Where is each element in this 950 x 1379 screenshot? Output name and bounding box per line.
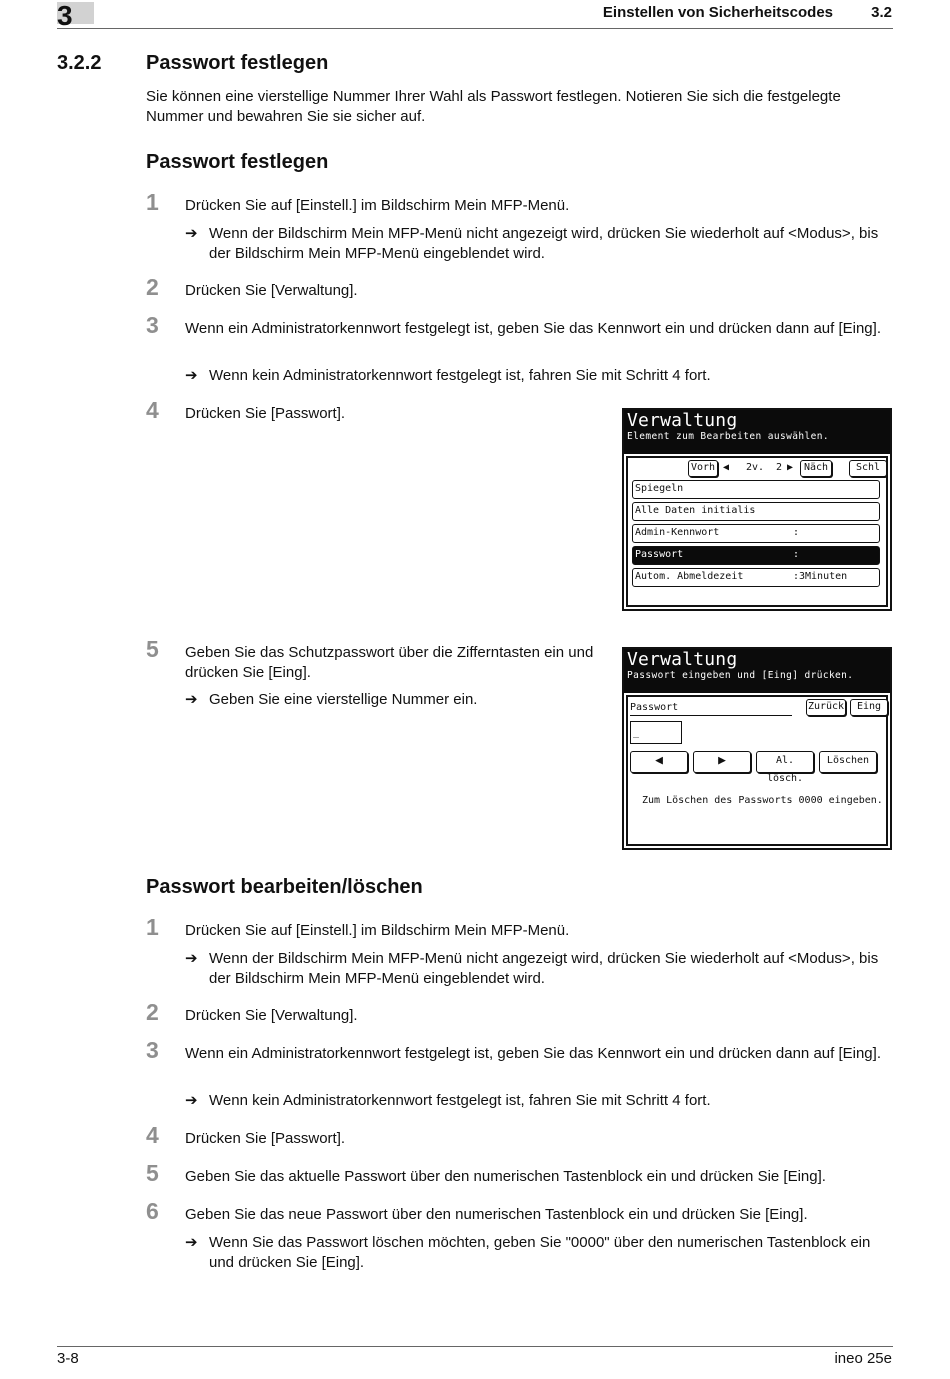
step-text: Geben Sie das neue Passwort über den numerischen Tastenblock ein und drücken Sie [Eing]. bbox=[185, 1206, 808, 1223]
note-arrow-icon: ➔ bbox=[185, 950, 198, 967]
menu-item-label: Alle Daten initialis bbox=[635, 505, 756, 516]
note-text: Wenn Sie das Passwort löschen möchten, geben Sie "0000" über den numerischen Tastenblock ein und drücken Sie [Eing]. bbox=[209, 1234, 871, 1271]
note-arrow-icon: ➔ bbox=[185, 1234, 198, 1251]
product-name: ineo 25e bbox=[834, 1350, 892, 1367]
step-text: Drücken Sie auf [Einstell.] im Bildschirm Mein MFP-Menü. bbox=[185, 922, 570, 939]
step-text: Wenn ein Administratorkennwort festgelegt ist, geben Sie das Kennwort ein und drücken dann auf [Eing]. bbox=[185, 320, 881, 337]
menu-item-separator: : bbox=[793, 571, 800, 582]
step-number: 6 bbox=[146, 1198, 159, 1224]
prev-page-button[interactable]: Vorh bbox=[688, 460, 718, 477]
lcd-screen-password-entry bbox=[622, 647, 892, 850]
running-header-title: Einstellen von Sicherheitscodes bbox=[602, 4, 833, 21]
step-number: 4 bbox=[146, 397, 159, 423]
step-number: 1 bbox=[146, 189, 159, 215]
note-arrow-icon: ➔ bbox=[185, 367, 198, 384]
delete-button[interactable]: Löschen bbox=[819, 751, 877, 773]
menu-item-password[interactable] bbox=[632, 546, 880, 565]
menu-item-label: Admin-Kennwort bbox=[635, 527, 720, 538]
step-text: Drücken Sie [Verwaltung]. bbox=[185, 282, 358, 299]
hint-text: Zum Löschen des Passworts 0000 eingeben. bbox=[642, 795, 883, 806]
page-number: 2 bbox=[776, 462, 783, 473]
next-page-button[interactable]: Näch bbox=[800, 460, 832, 477]
procedure-heading-edit: Passwort bearbeiten/löschen bbox=[146, 876, 423, 898]
section-number: 3.2.2 bbox=[57, 52, 102, 74]
menu-item-init-all-data[interactable] bbox=[632, 502, 880, 521]
note-text: Wenn der Bildschirm Mein MFP-Menü nicht angezeigt wird, drücken Sie wiederholt auf <Modus>, bis der Bildschirm Mein MFP-Menü eingeblendet wird. bbox=[209, 225, 879, 262]
step-text: Drücken Sie auf [Einstell.] im Bildschirm Mein MFP-Menü. bbox=[185, 197, 570, 214]
menu-item-separator: : bbox=[793, 549, 800, 560]
step-number: 5 bbox=[146, 636, 159, 662]
step-text: Geben Sie das Schutzpasswort über die Zifferntasten ein und drücken Sie [Eing]. bbox=[185, 644, 594, 681]
cursor-right-button[interactable]: ▶ bbox=[693, 751, 751, 773]
step-number: 3 bbox=[146, 1037, 159, 1063]
step-note bbox=[185, 224, 891, 263]
page-number: 3-8 bbox=[57, 1350, 79, 1367]
step-text: Wenn ein Administratorkennwort festgelegt ist, geben Sie das Kennwort ein und drücken dann auf [Eing]. bbox=[185, 1045, 881, 1062]
lcd-screen-admin-menu bbox=[622, 408, 892, 611]
lcd-subtitle: Passwort eingeben und [Eing] drücken. bbox=[627, 670, 854, 681]
menu-item-auto-logout[interactable] bbox=[632, 568, 880, 587]
footer-divider bbox=[57, 1346, 893, 1347]
clear-all-button[interactable]: Al. lösch. bbox=[756, 751, 814, 773]
note-arrow-icon: ➔ bbox=[185, 225, 198, 242]
lcd-subtitle: Element zum Bearbeiten auswählen. bbox=[627, 431, 829, 442]
header-divider bbox=[57, 28, 893, 29]
password-input[interactable]: _ bbox=[630, 721, 682, 744]
step-number: 4 bbox=[146, 1122, 159, 1148]
lcd-title: Verwaltung bbox=[627, 410, 738, 431]
step-number: 3 bbox=[146, 312, 159, 338]
next-arrow-icon[interactable]: ▶ bbox=[787, 462, 794, 473]
menu-item-label: Passwort bbox=[635, 549, 684, 560]
running-header-section: 3.2 bbox=[871, 4, 892, 21]
note-arrow-icon: ➔ bbox=[185, 691, 198, 708]
step-note bbox=[185, 949, 891, 988]
step-number: 5 bbox=[146, 1160, 159, 1186]
step-text: Geben Sie das aktuelle Passwort über den numerischen Tastenblock ein und drücken Sie [Eing]. bbox=[185, 1168, 826, 1185]
procedure-heading-set: Passwort festlegen bbox=[146, 151, 329, 173]
note-text: Wenn kein Administratorkennwort festgelegt ist, fahren Sie mit Schritt 4 fort. bbox=[209, 367, 711, 384]
menu-item-label: Spiegeln bbox=[635, 483, 684, 494]
menu-item-mirror[interactable] bbox=[632, 480, 880, 499]
step-note bbox=[185, 690, 605, 710]
note-text: Geben Sie eine vierstellige Nummer ein. bbox=[209, 691, 478, 708]
page-indicator: 2v. bbox=[746, 462, 765, 473]
section-title: Passwort festlegen bbox=[146, 52, 329, 74]
prev-arrow-icon[interactable]: ◀ bbox=[723, 462, 730, 473]
note-arrow-icon: ➔ bbox=[185, 1092, 198, 1109]
note-text: Wenn der Bildschirm Mein MFP-Menü nicht angezeigt wird, drücken Sie wiederholt auf <Modus>, bis der Bildschirm Mein MFP-Menü eingeblendet wird. bbox=[209, 950, 879, 987]
close-button[interactable]: Schl bbox=[849, 460, 887, 477]
step-text: Drücken Sie [Verwaltung]. bbox=[185, 1007, 358, 1024]
password-field-label: Passwort bbox=[630, 702, 679, 713]
lcd-body bbox=[626, 695, 888, 846]
enter-button[interactable]: Eing bbox=[850, 699, 888, 716]
step-number: 2 bbox=[146, 999, 159, 1025]
cursor-left-button[interactable]: ◀ bbox=[630, 751, 688, 773]
lcd-title: Verwaltung bbox=[627, 649, 738, 670]
step-number: 2 bbox=[146, 274, 159, 300]
chapter-number: 3 bbox=[57, 0, 73, 31]
step-note bbox=[185, 366, 891, 386]
menu-item-label: Autom. Abmeldezeit bbox=[635, 571, 744, 582]
lcd-header bbox=[624, 410, 890, 454]
step-number: 1 bbox=[146, 914, 159, 940]
step-text: Drücken Sie [Passwort]. bbox=[185, 1130, 346, 1147]
menu-item-value: 3Minuten bbox=[799, 571, 848, 582]
menu-item-admin-password[interactable] bbox=[632, 524, 880, 543]
step-note bbox=[185, 1233, 891, 1272]
step-text: Drücken Sie [Passwort]. bbox=[185, 405, 346, 422]
lcd-header bbox=[624, 649, 890, 693]
step-note bbox=[185, 1091, 891, 1111]
menu-item-separator: : bbox=[793, 527, 800, 538]
back-button[interactable]: Zurück bbox=[806, 699, 846, 716]
note-text: Wenn kein Administratorkennwort festgelegt ist, fahren Sie mit Schritt 4 fort. bbox=[209, 1092, 711, 1109]
field-underline bbox=[630, 715, 792, 716]
section-intro: Sie können eine vierstellige Nummer Ihrer Wahl als Passwort festlegen. Notieren Sie sich die festgelegte Nummer und bewahren Sie sie sicher auf. bbox=[146, 88, 841, 125]
lcd-body bbox=[626, 456, 888, 607]
